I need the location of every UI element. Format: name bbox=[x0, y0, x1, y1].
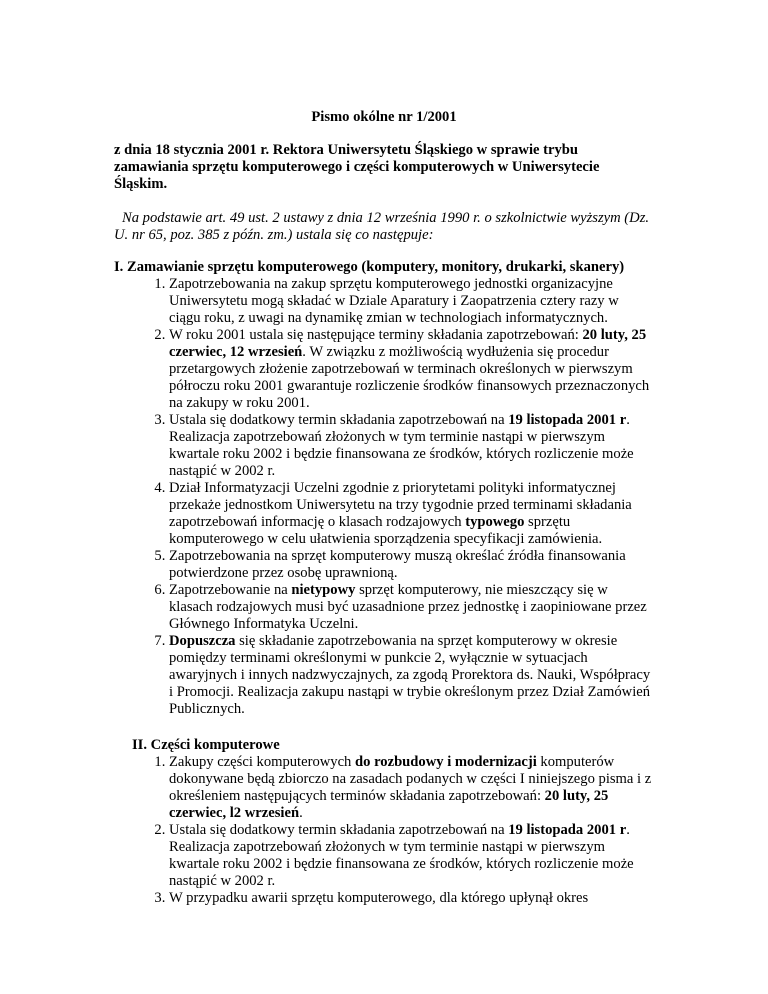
document-subtitle: z dnia 18 stycznia 2001 r. Rektora Uniwersytetu Śląskiego w sprawie trybu zamawiania sprzętu komputerowego i części komputerowych w Uniwersytecie Śląskim. bbox=[114, 142, 600, 192]
list-item: 7. Dopuszcza się składanie zapotrzebowania na sprzęt komputerowy w okresie pomiędzy terminami określonymi w punkcie 2, wyłącznie w sytuacjach awaryjnych i innych nadzwyczajnych, za zgodą Prorektora ds. Nauki, Współpracy i Promocji. Realizacja zakupu nastąpi w trybie określonym przez Dział Zamówień Publicznych. bbox=[169, 633, 654, 718]
legal-basis-paragraph: Na podstawie art. 49 ust. 2 ustawy z dnia 12 września 1990 r. o szkolnictwie wyższym (Dz. U. nr 65, poz. 385 z późn. zm.) ustala się co następuje: bbox=[114, 210, 650, 243]
list-item: 3. W przypadku awarii sprzętu komputerowego, dla którego upłynął okres bbox=[169, 890, 654, 907]
list-item: 4. Dział Informatyzacji Uczelni zgodnie z priorytetami polityki informatycznej przekaże jednostkom Uniwersytetu na trzy tygodnie przed terminami składania zapotrzebowań informację o klasach rodzajowych typowego sprzętu komputerowego w celu ułatwienia sporządzenia specyfikacji zamówienia. bbox=[169, 480, 654, 548]
list-item: 1. Zakupy części komputerowych do rozbudowy i modernizacji komputerów dokonywane będą zbiorczo na zasadach podanych w części I niniejszego pisma i z określeniem następujących terminów składania zapotrzebowań: 20 luty, 25 czerwiec, l2 wrzesień. bbox=[169, 754, 654, 822]
list-item: 2. Ustala się dodatkowy termin składania zapotrzebowań na 19 listopada 2001 r. Realizacja zapotrzebowań złożonych w tym terminie nastąpi w pierwszym kwartale roku 2002 i będzie finansowana ze środków, których rozliczenie może nastąpić w 2002 r. bbox=[169, 822, 654, 890]
list-item: 2. W roku 2001 ustala się następujące terminy składania zapotrzebowań: 20 luty, 25 czerwiec, 12 wrzesień. W związku z możliwością wydłużenia się procedur przetargowych złożenie zapotrzebowań w terminach określonych w pierwszym półroczu roku 2001 gwarantuje rozliczenie środków finansowych przeznaczonych na zakupy w roku 2001. bbox=[169, 327, 654, 412]
list-item: 1. Zapotrzebowania na zakup sprzętu komputerowego jednostki organizacyjne Uniwersytetu mogą składać w Dziale Aparatury i Zaopatrzenia cztery razy w ciągu roku, z uwagi na dynamikę zmian w technologiach informatycznych. bbox=[169, 276, 654, 327]
section-1-heading: I. Zamawianie sprzętu komputerowego (komputery, monitory, drukarki, skanery) bbox=[114, 259, 625, 275]
section-2 bbox=[114, 737, 654, 907]
list-item: 5. Zapotrzebowania na sprzęt komputerowy muszą określać źródła finansowania potwierdzone przez osobę uprawnioną. bbox=[169, 548, 654, 582]
section-1-list bbox=[114, 276, 654, 718]
section-1 bbox=[114, 259, 654, 718]
section-2-heading: II. Części komputerowe bbox=[132, 737, 280, 753]
list-item: 3. Ustala się dodatkowy termin składania zapotrzebowań na 19 listopada 2001 r. Realizacja zapotrzebowań złożonych w tym terminie nastąpi w pierwszym kwartale roku 2002 i będzie finansowana ze środków, których rozliczenie może nastąpić w 2002 r. bbox=[169, 412, 654, 480]
section-2-list bbox=[114, 754, 654, 907]
document-title: Pismo okólne nr 1/2001 bbox=[311, 109, 457, 125]
list-item: 6. Zapotrzebowanie na nietypowy sprzęt komputerowy, nie mieszczący się w klasach rodzajowych musi być uzasadnione przez jednostkę i zaopiniowane przez Głównego Informatyka Uczelni. bbox=[169, 582, 654, 633]
